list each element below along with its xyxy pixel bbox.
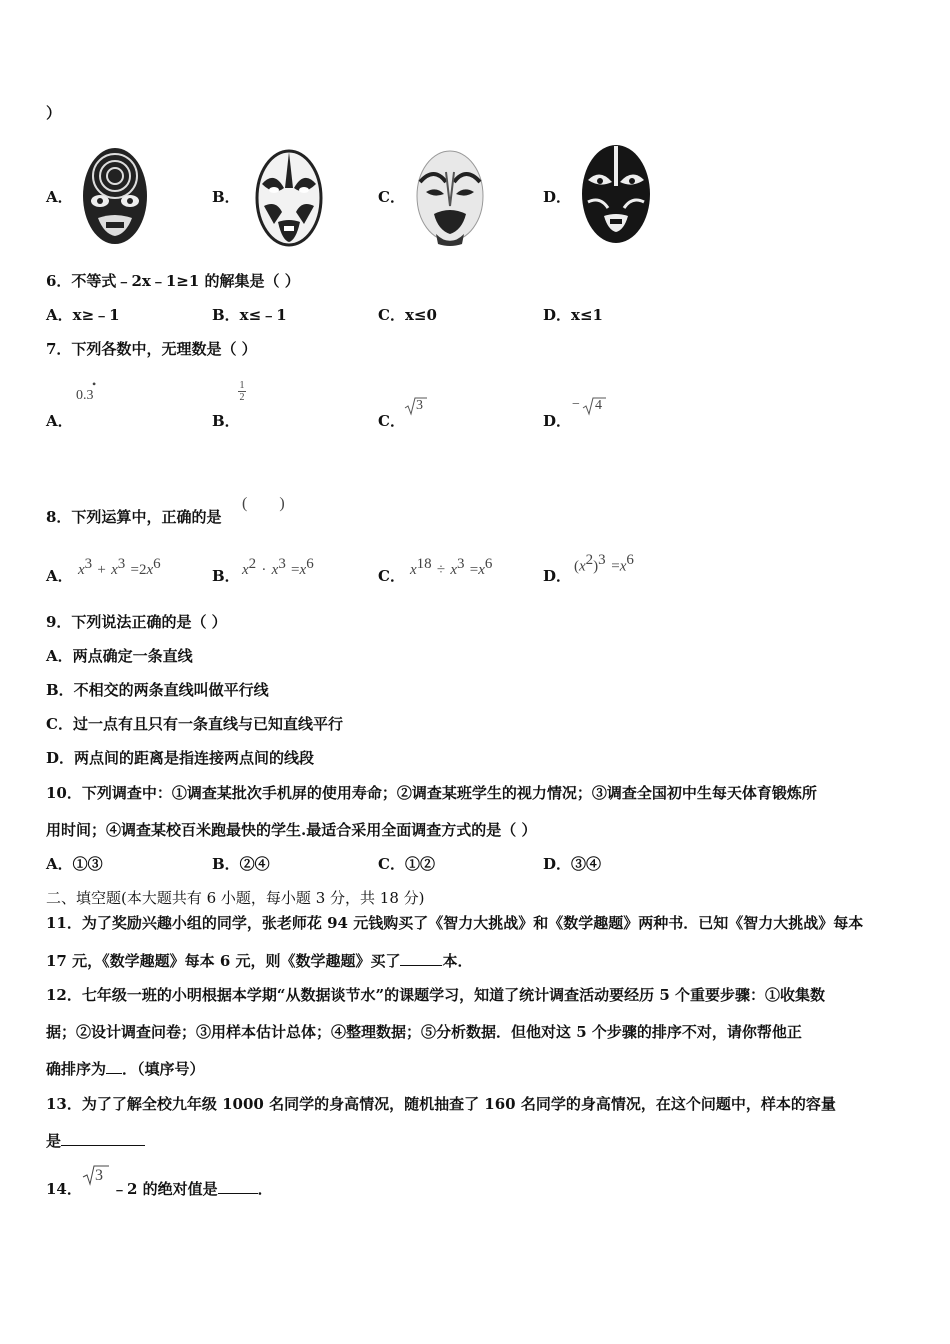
q6-option-d[interactable]: D．x≤1 <box>543 306 603 324</box>
opera-mask-patterned-image <box>252 148 326 252</box>
q7-question: 7．下列各数中，无理数是（ ） <box>46 340 257 358</box>
q8-expr-d: $(x^2)^3 =x^6$ <box>574 552 634 575</box>
q14-answer-blank[interactable] <box>218 1193 258 1194</box>
q9-option-a[interactable]: A．两点确定一条直线 <box>46 647 193 665</box>
q11-answer-blank[interactable] <box>400 965 442 966</box>
q14-number: 14． <box>46 1180 82 1198</box>
q14-sqrt3: 3 <box>82 1164 110 1188</box>
q9-question: 9．下列说法正确的是（ ） <box>46 613 227 631</box>
q7-value-repeating-decimal: 0.3 • <box>76 377 97 403</box>
q6-option-a[interactable]: A．x≥﹣1 <box>46 306 120 324</box>
q8-label-b[interactable]: B． <box>212 567 240 585</box>
q10-option-b[interactable]: B．②④ <box>212 855 270 873</box>
q8-expr-b: $x^2 \cdot x^3 =x^6$ <box>242 556 314 578</box>
q9-option-b[interactable]: B．不相交的两条直线叫做平行线 <box>46 681 269 699</box>
q5-label-a[interactable]: A． <box>46 188 73 206</box>
q12-line3: 确排序为 ．（填序号） <box>46 1060 205 1078</box>
q10-option-a[interactable]: A．①③ <box>46 855 103 873</box>
repeating-dot: • <box>92 377 97 391</box>
q10-question-line1: 10．下列调查中：①调查某批次手机屏的使用寿命；②调查某班学生的视力情况；③调查全国初中生每天体育锻炼所 <box>46 784 817 802</box>
q8-expr-c: $x^{18} \div x^3 =x^6$ <box>410 556 493 578</box>
q7-label-a[interactable]: A． <box>46 412 73 430</box>
opera-mask-light-image <box>412 148 488 252</box>
q6-question: 6．不等式﹣2x﹣1≥1 的解集是（ ） <box>46 272 300 290</box>
q5-label-b[interactable]: B． <box>212 188 240 206</box>
q12-line2: 据；②设计调查问卷；③用样本估计总体；④整理数据；⑤分析数据．但他对这 5 个步骤的排序不对，请你帮他正 <box>46 1023 802 1041</box>
q7-label-d[interactable]: D． <box>543 412 572 430</box>
q6-option-c[interactable]: C．x≤0 <box>378 306 437 324</box>
prev-question-tail: ） <box>46 104 62 122</box>
q9-option-d[interactable]: D．两点间的距离是指连接两点间的线段 <box>46 749 315 767</box>
q8-label-d[interactable]: D． <box>543 567 572 585</box>
q10-option-d[interactable]: D．③④ <box>543 855 602 873</box>
q13-line2: 是 <box>46 1130 145 1151</box>
q12-line1: 12．七年级一班的小明根据本学期“从数据谈节水”的课题学习，知道了统计调查活动要经历 5 个重要步骤：①收集数 <box>46 986 826 1004</box>
q10-option-c[interactable]: C．①② <box>378 855 435 873</box>
q13-answer-blank[interactable] <box>61 1145 145 1146</box>
q8-label-a[interactable]: A． <box>46 567 73 585</box>
q8-expr-a: $x^3 + x^3 =2x^6$ <box>78 556 161 578</box>
q8-label-c[interactable]: C． <box>378 567 405 585</box>
opera-mask-swirl-image <box>78 146 152 254</box>
q11-line2: 17 元，《数学趣题》每本 6 元，则《数学趣题》买了 本． <box>46 952 473 970</box>
section-heading-fill-in: 二、填空题(本大题共有 6 小题，每小题 3 分，共 18 分) <box>46 889 425 907</box>
q7-label-c[interactable]: C． <box>378 412 405 430</box>
q7-label-b[interactable]: B． <box>212 412 240 430</box>
q13-question-line1: 13．为了了解全校九年级 1000 名同学的身高情况，随机抽查了 160 名同学的身高情况，在这个问题中，样本的容量 <box>46 1095 836 1113</box>
q12-answer-blank[interactable] <box>106 1073 122 1074</box>
q10-question-line2: 用时间；④调查某校百米跑最快的学生.最适合采用全面调查方式的是（ ） <box>46 821 537 839</box>
q5-label-c[interactable]: C． <box>378 188 405 206</box>
q14-rest: ﹣2 的绝对值是 ． <box>112 1180 273 1198</box>
opera-mask-dark-image <box>578 142 654 250</box>
q6-option-b[interactable]: B．x≤﹣1 <box>212 306 287 324</box>
q5-label-d[interactable]: D． <box>543 188 572 206</box>
q8-question: 8．下列运算中，正确的是 <box>46 508 222 526</box>
q11-line1: 11．为了奖励兴趣小组的同学，张老师花 94 元钱购买了《智力大挑战》和《数学趣题》两种书．已知《智力大挑战》每本 <box>46 914 864 932</box>
q9-option-c[interactable]: C．过一点有且只有一条直线与已知直线平行 <box>46 715 343 733</box>
q8-answer-paren: ( ) <box>242 495 285 512</box>
q7-value-fraction: 1 2 <box>239 380 245 403</box>
